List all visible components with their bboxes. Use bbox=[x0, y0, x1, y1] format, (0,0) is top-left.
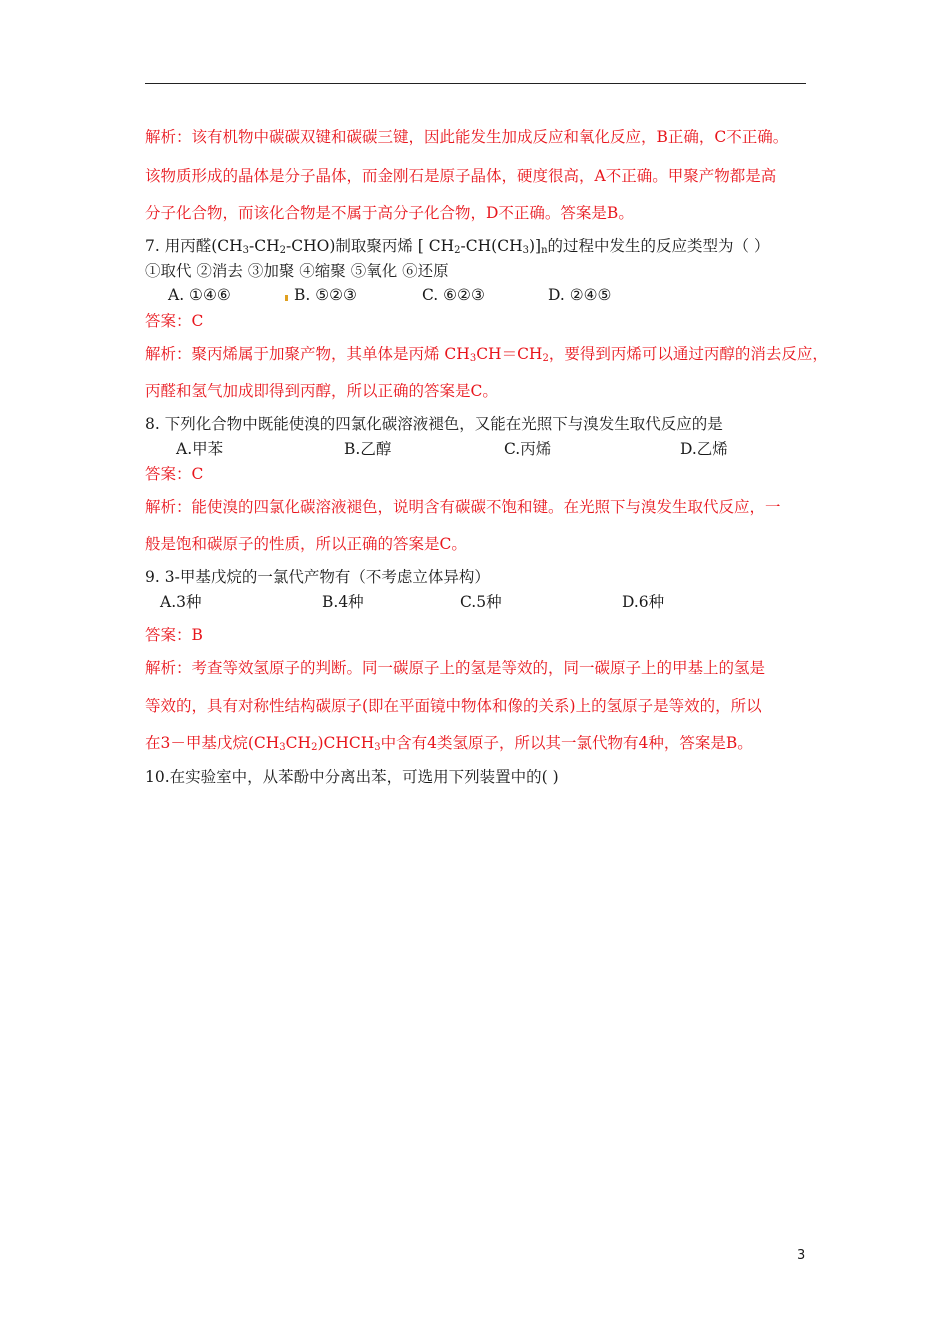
q7-option-a: A. ①④⑥ bbox=[168, 286, 231, 304]
q9-options bbox=[0, 592, 950, 612]
q7-option-c: C. ⑥②③ bbox=[422, 286, 485, 304]
q9-explanation-line-2: 等效的，具有对称性结构碳原子(即在平面镜中物体和像的关系)上的氢原子是等效的，所以 bbox=[145, 697, 762, 715]
q6-explanation-line-2: 该物质形成的晶体是分子晶体，而金刚石是原子晶体，硬度很高，A不正确。甲聚产物都是高 bbox=[145, 167, 777, 185]
page-number: 3 bbox=[797, 1248, 806, 1263]
q9-option-b: B.4种 bbox=[322, 593, 364, 611]
q9-explanation-line-3: 在3－甲基戊烷$(CH_3CH_2)CHCH_3$中含有4类氢原子，所以其一氯代物有4种，答案是B。 bbox=[145, 734, 753, 753]
q7-option-b: B. ⑤②③ bbox=[294, 286, 357, 304]
q9-option-c: C.5种 bbox=[460, 593, 502, 611]
q10-stem: 10.在实验室中，从苯酚中分离出苯，可选用下列装置中的( ) bbox=[145, 768, 559, 786]
q7-explanation-line-2: 丙醛和氢气加成即得到丙醇，所以正确的答案是C。 bbox=[145, 382, 498, 400]
q8-option-b: B.乙醇 bbox=[344, 440, 392, 458]
q7-explanation-line-1: 解析：聚丙烯属于加聚产物，其单体是丙烯 $CH_3CH=CH_2$，要得到丙烯可以通过丙醇的消去反应， bbox=[145, 345, 828, 364]
q7-stem: 7. 用丙醛$(CH_3-CH_2-CHO)$制取聚丙烯 [ $CH_2-CH(CH_3)]_n$的过程中发生的反应类型为（ ） bbox=[145, 237, 770, 256]
q7-reaction-types: ①取代 ②消去 ③加聚 ④缩聚 ⑤氧化 ⑥还原 bbox=[145, 262, 449, 280]
q7-options bbox=[0, 285, 950, 305]
q9-option-a: A.3种 bbox=[160, 593, 202, 611]
q6-explanation-line-3: 分子化合物，而该化合物是不属于高分子化合物，D不正确。答案是B。 bbox=[145, 204, 634, 222]
q8-explanation-line-2: 般是饱和碳原子的性质，所以正确的答案是C。 bbox=[145, 535, 467, 553]
q6-explanation-line-1: 解析：该有机物中碳碳双键和碳碳三键，因此能发生加成反应和氧化反应，B正确，C不正确。 bbox=[145, 128, 789, 146]
q8-option-d: D.乙烯 bbox=[680, 440, 728, 458]
q8-explanation-line-1: 解析：能使溴的四氯化碳溶液褪色，说明含有碳碳不饱和键。在光照下与溴发生取代反应，一 bbox=[145, 498, 781, 516]
q8-option-a: A.甲苯 bbox=[176, 440, 224, 458]
q9-option-d: D.6种 bbox=[622, 593, 665, 611]
q8-stem: 8. 下列化合物中既能使溴的四氯化碳溶液褪色，又能在光照下与溴发生取代反应的是 bbox=[145, 415, 723, 433]
q9-answer: 答案：B bbox=[145, 626, 203, 644]
q8-option-c: C.丙烯 bbox=[504, 440, 552, 458]
header-rule bbox=[145, 83, 806, 84]
q9-explanation-line-1: 解析：考查等效氢原子的判断。同一碳原子上的氢是等效的，同一碳原子上的甲基上的氢是 bbox=[145, 659, 766, 677]
q9-stem: 9. 3-甲基戊烷的一氯代产物有（不考虑立体异构） bbox=[145, 568, 490, 586]
q7-option-d: D. ②④⑤ bbox=[548, 286, 612, 304]
q8-options bbox=[0, 439, 950, 459]
stray-mark bbox=[285, 295, 288, 301]
q7-answer: 答案：C bbox=[145, 312, 204, 330]
q8-answer: 答案：C bbox=[145, 465, 204, 483]
